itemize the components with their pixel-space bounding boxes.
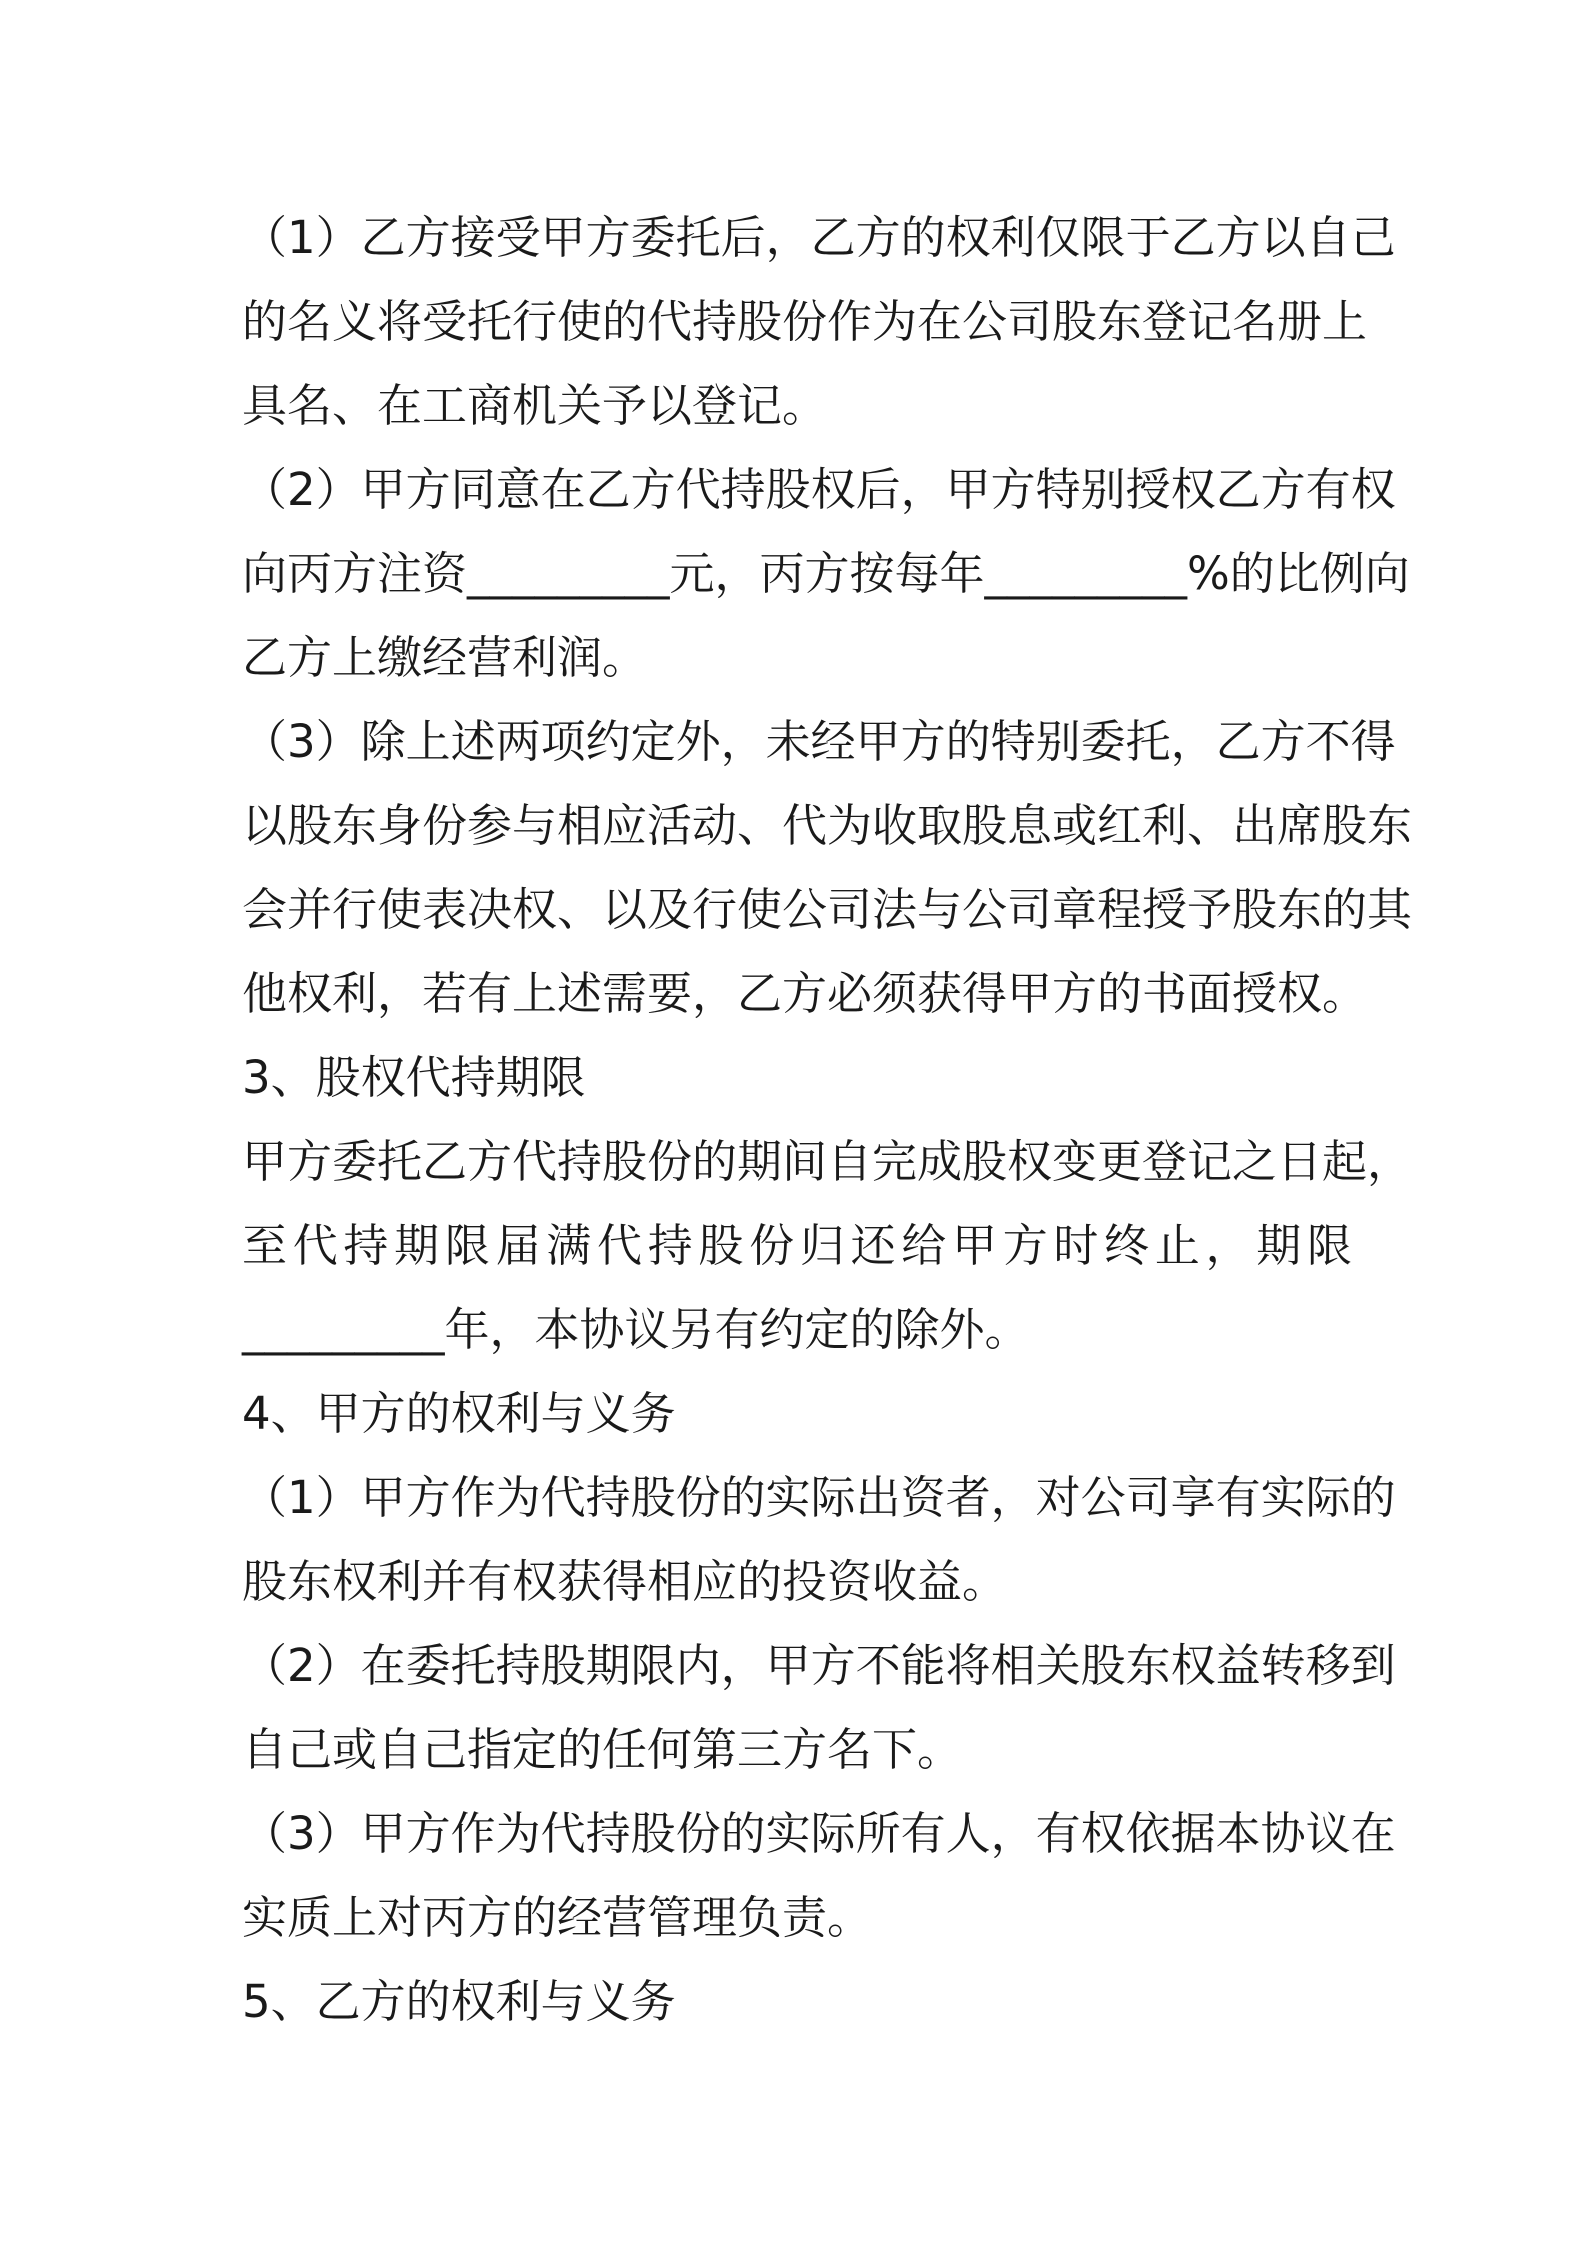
text-line: （3）除上述两项约定外，未经甲方的特别委托，乙方不得 [242,715,1396,768]
text-line: 会并行使表决权、以及行使公司法与公司章程授予股东的其 [242,883,1413,936]
text-line: _________年，本协议另有约定的除外。 [242,1303,1030,1356]
text-line: 自己或自己指定的任何第三方名下。 [242,1723,963,1776]
section-heading: 5、乙方的权利与义务 [242,1975,676,2028]
text-line: （1）乙方接受甲方委托后，乙方的权利仅限于乙方以自己 [242,211,1396,264]
text-line: 向丙方注资_________元，丙方按每年_________%的比例向 [242,547,1410,600]
text-line: 具名、在工商机关予以登记。 [242,379,828,432]
text-line: （3）甲方作为代持股份的实际所有人，有权依据本协议在 [242,1807,1396,1860]
section-heading: 4、甲方的权利与义务 [242,1387,676,1440]
text-line: 他权利，若有上述需要，乙方必须获得甲方的书面授权。 [242,967,1368,1020]
text-line: （2）在委托持股期限内，甲方不能将相关股东权益转移到 [242,1639,1396,1692]
text-line: 甲方委托乙方代持股份的期间自完成股权变更登记之日起， [242,1135,1413,1188]
text-line: （2）甲方同意在乙方代持股权后，甲方特别授权乙方有权 [242,463,1396,516]
text-line: 至代持期限届满代持股份归还给甲方时终止，期限 [242,1219,1352,1272]
text-line: 以股东身份参与相应活动、代为收取股息或红利、出席股东 [242,799,1413,852]
text-line: 乙方上缴经营利润。 [242,631,648,684]
section-heading: 3、股权代持期限 [242,1051,586,1104]
text-line: 实质上对丙方的经营管理负责。 [242,1891,873,1944]
text-line: （1）甲方作为代持股份的实际出资者，对公司享有实际的 [242,1471,1396,1524]
text-line: 股东权利并有权获得相应的投资收益。 [242,1555,1008,1608]
text-line: 的名义将受托行使的代持股份作为在公司股东登记名册上 [242,295,1368,348]
document-body [242,196,1413,2044]
